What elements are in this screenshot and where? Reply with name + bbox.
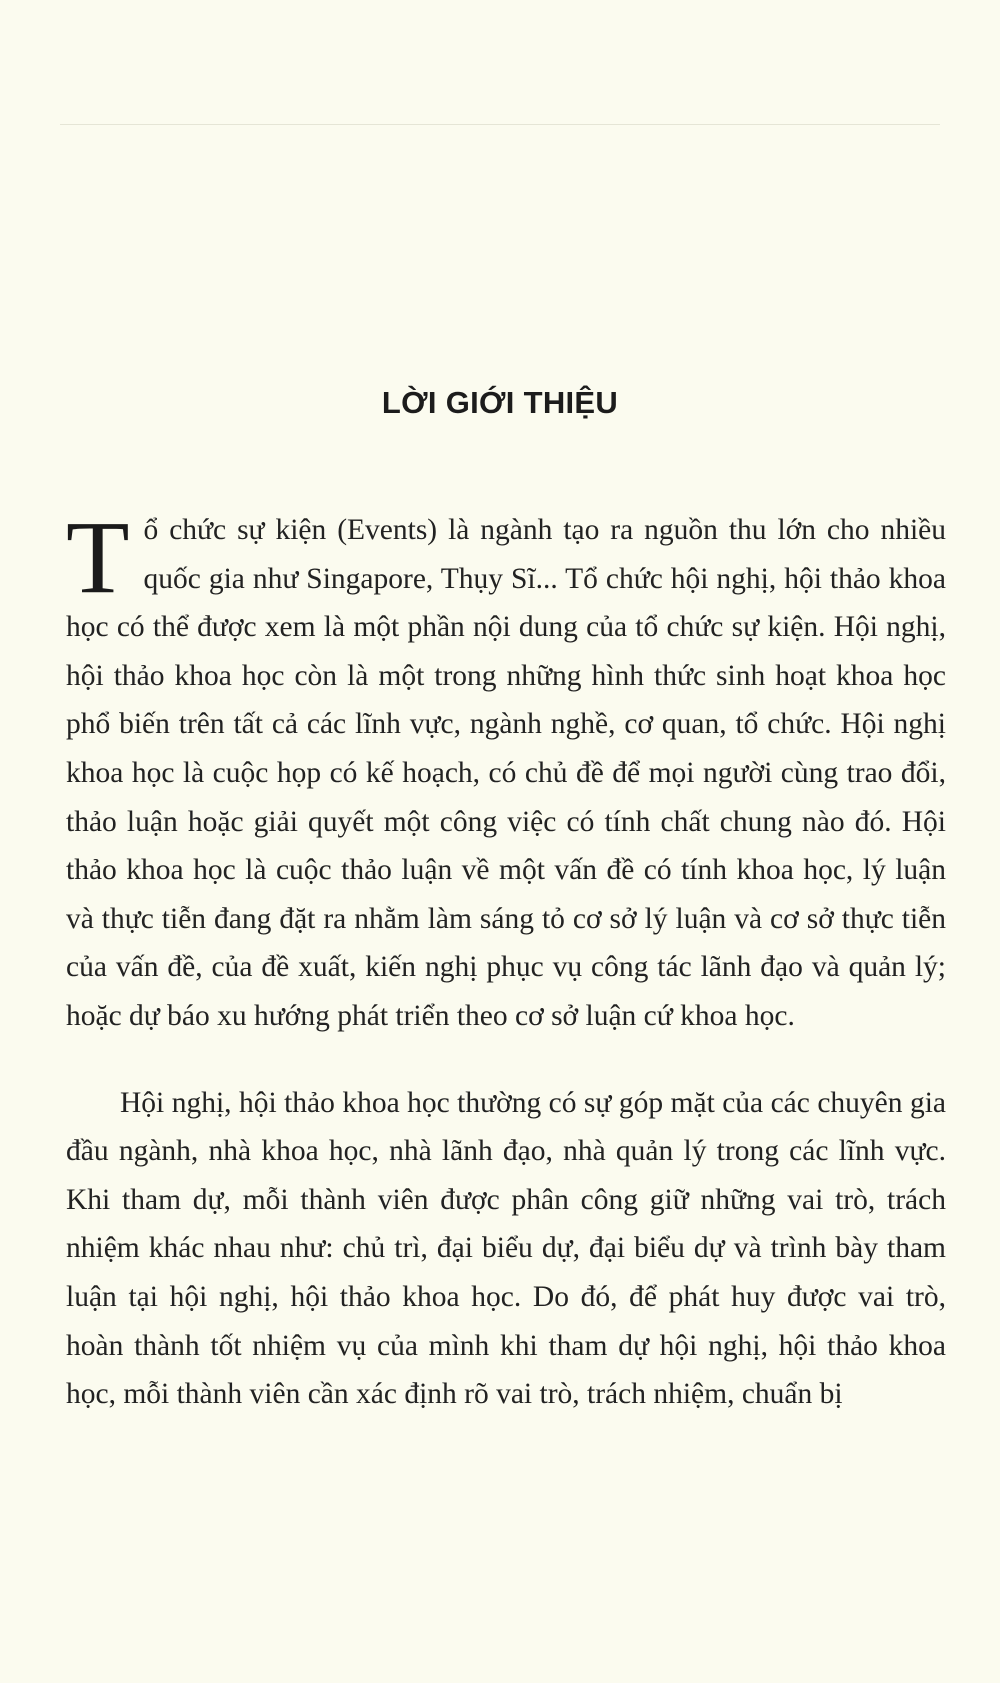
- bleed-through-rule: [60, 124, 940, 125]
- body-text: [66, 500, 946, 1419]
- page-title: LỜI GIỚI THIỆU: [381, 384, 619, 420]
- paragraph-2: Hội nghị, hội thảo khoa học thường có sự góp mặt của các chuyên gia đầu ngành, nhà khoa học, nhà lãnh đạo, nhà quản lý trong các lĩnh vực. Khi tham dự, mỗi thành viên được phân công giữ những vai trò, trách nhiệm khác nhau như: chủ trì, đại biểu dự, đại biểu dự và trình bày tham luận tại hội nghị, hội thảo khoa học. Do đó, để phát huy được vai trò, hoàn thành tốt nhiệm vụ của mình khi tham dự hội nghị, hội thảo khoa học, mỗi thành viên cần xác định rõ vai trò, trách nhiệm, chuẩn bị: [66, 1086, 946, 1411]
- drop-cap: T: [66, 500, 130, 615]
- paragraph-1-text: ổ chức sự kiện (Events) là ngành tạo ra nguồn thu lớn cho nhiều quốc gia như Singapore, Thụy Sĩ... Tổ chức hội nghị, hội thảo khoa học có thể được xem là một phần nội dung của tổ chức sự kiện. Hội nghị, hội thảo khoa học còn là một trong những hình thức sinh hoạt khoa học phổ biến trên tất cả các lĩnh vực, ngành nghề, cơ quan, tổ chức. Hội nghị khoa học là cuộc họp có kế hoạch, có chủ đề để mọi người cùng trao đổi, thảo luận hoặc giải quyết một công việc có tính chất chung nào đó. Hội thảo khoa học là cuộc thảo luận về một vấn đề có tính khoa học, lý luận và thực tiễn đang đặt ra nhằm làm sáng tỏ cơ sở lý luận và cơ sở thực tiễn của vấn đề, của đề xuất, kiến nghị phục vụ công tác lãnh đạo và quản lý; hoặc dự báo xu hướng phát triển theo cơ sở luận cứ khoa học.: [66, 514, 946, 1032]
- paragraph-1: [66, 500, 946, 1041]
